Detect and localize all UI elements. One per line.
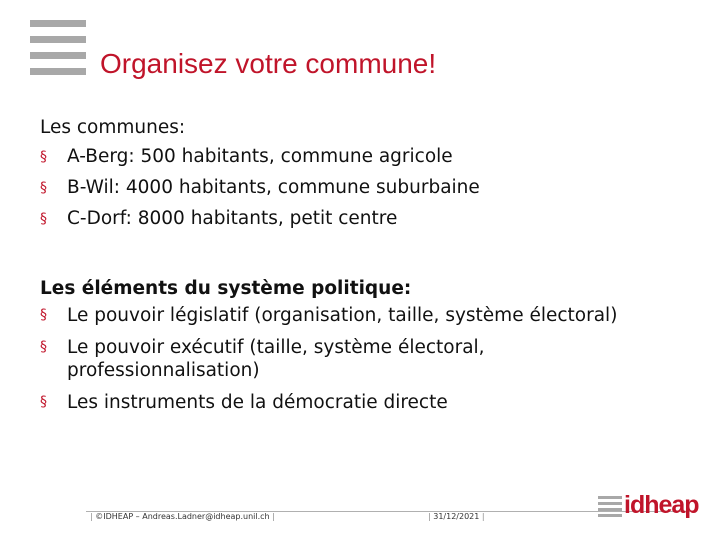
footer-date-text: 31/12/2021 xyxy=(433,512,480,521)
list-item-text: Le pouvoir législatif (organisation, taille, système électoral) xyxy=(67,305,618,326)
list-item xyxy=(40,304,680,327)
bullet-icon: § xyxy=(40,149,47,165)
footer-separator: | xyxy=(272,512,275,521)
footer-date xyxy=(428,512,485,521)
list-item-text: Les instruments de la démocratie directe xyxy=(67,392,448,413)
bullet-icon: § xyxy=(40,211,47,227)
footer-credit xyxy=(90,512,275,521)
list-item xyxy=(40,336,680,382)
idheap-logo xyxy=(598,490,699,524)
list-item xyxy=(40,391,680,414)
header-logo-bars xyxy=(30,20,86,76)
slide-title: Organisez votre commune! xyxy=(100,48,437,79)
list-item-text: B-Wil: 4000 habitants, commune suburbaine xyxy=(67,177,480,198)
footer-separator: | xyxy=(90,512,93,521)
bullet-icon: § xyxy=(40,339,47,355)
section-elements xyxy=(40,273,680,414)
section-communes xyxy=(40,112,680,233)
list-item xyxy=(40,174,680,202)
list-item-text: A-Berg: 500 habitants, commune agricole xyxy=(67,146,453,167)
list-item-text: Le pouvoir exécutif (taille, système électoral, professionnalisation) xyxy=(67,337,485,381)
list-item xyxy=(40,205,680,233)
footer-credit-text: ©IDHEAP – Andreas.Ladner@idheap.unil.ch xyxy=(95,512,270,521)
communes-list xyxy=(40,143,680,233)
elements-list xyxy=(40,304,680,414)
bullet-icon: § xyxy=(40,394,47,410)
list-item xyxy=(40,143,680,171)
bullet-icon: § xyxy=(40,307,47,323)
brand-wordmark: idheap xyxy=(624,491,699,519)
list-item-text: C-Dorf: 8000 habitants, petit centre xyxy=(67,208,398,229)
footer-separator: | xyxy=(481,512,485,521)
brand-bars-icon xyxy=(598,496,622,518)
slide-content xyxy=(40,112,680,423)
footer-separator: | xyxy=(428,512,431,521)
bullet-icon: § xyxy=(40,180,47,196)
section-heading-communes: Les communes: xyxy=(40,117,186,138)
section-heading-elements: Les éléments du système politique: xyxy=(40,278,412,299)
